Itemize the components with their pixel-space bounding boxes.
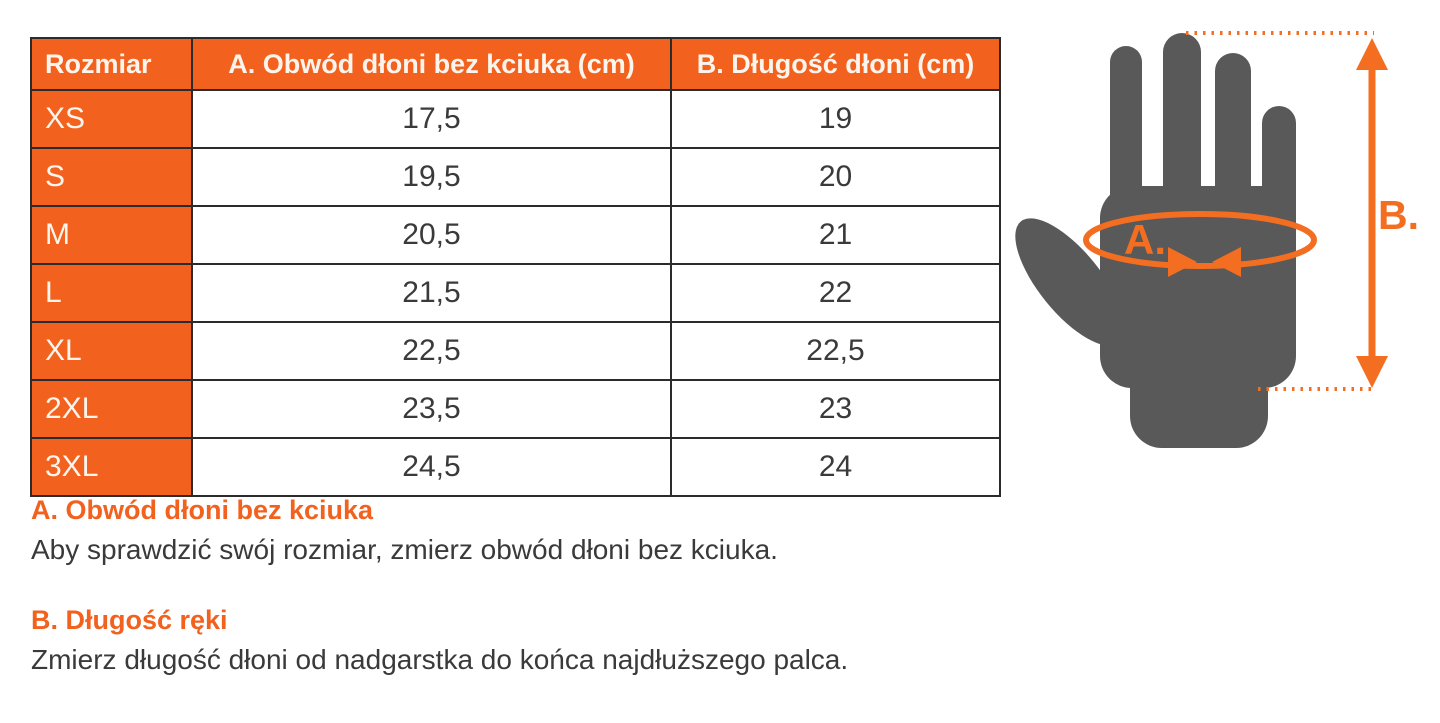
value-a-cell: 24,5: [192, 438, 671, 496]
table-row: [31, 438, 1000, 496]
value-a-cell: 17,5: [192, 90, 671, 148]
value-a-cell: 23,5: [192, 380, 671, 438]
note-circumference-heading: A. Obwód dłoni bez kciuka: [31, 495, 374, 525]
label-a: A.: [1124, 216, 1166, 263]
size-cell: S: [31, 148, 192, 206]
hand-measurement-diagram: [1000, 0, 1440, 480]
arrowhead-up-icon: [1356, 38, 1388, 70]
value-a-cell: 19,5: [192, 148, 671, 206]
value-a-cell: 21,5: [192, 264, 671, 322]
table-row: [31, 90, 1000, 148]
size-cell: L: [31, 264, 192, 322]
note-length: [31, 606, 848, 676]
value-a-cell: 22,5: [192, 322, 671, 380]
value-b-cell: 19: [671, 90, 1000, 148]
table-row: [31, 206, 1000, 264]
value-a-cell: 20,5: [192, 206, 671, 264]
note-length-heading: B. Długość ręki: [31, 605, 228, 635]
note-circumference-body: Aby sprawdzić swój rozmiar, zmierz obwód dłoni bez kciuka.: [31, 533, 778, 565]
value-b-cell: 20: [671, 148, 1000, 206]
value-b-cell: 23: [671, 380, 1000, 438]
arrowhead-down-icon: [1356, 356, 1388, 388]
value-b-cell: 22: [671, 264, 1000, 322]
label-b: B.: [1378, 192, 1419, 238]
table-row: [31, 148, 1000, 206]
note-length-body: Zmierz długość dłoni od nadgarstka do końca najdłuższego palca.: [31, 643, 849, 675]
wrist-shape: [1130, 350, 1268, 448]
value-b-cell: 22,5: [671, 322, 1000, 380]
note-circumference: [31, 496, 778, 566]
size-cell: XS: [31, 90, 192, 148]
size-table-body: [31, 90, 1000, 496]
header-obwod-dloni: A. Obwód dłoni bez kciuka (cm): [192, 38, 671, 90]
value-b-cell: 21: [671, 206, 1000, 264]
size-table: [30, 37, 1001, 497]
header-dlugosc-dloni: B. Długość dłoni (cm): [671, 38, 1000, 90]
table-row: [31, 380, 1000, 438]
table-row: [31, 322, 1000, 380]
table-header-row: [31, 38, 1000, 90]
header-rozmiar: Rozmiar: [31, 38, 192, 90]
size-cell: 2XL: [31, 380, 192, 438]
value-b-cell: 24: [671, 438, 1000, 496]
size-cell: XL: [31, 322, 192, 380]
table-row: [31, 264, 1000, 322]
size-cell: M: [31, 206, 192, 264]
size-cell: 3XL: [31, 438, 192, 496]
